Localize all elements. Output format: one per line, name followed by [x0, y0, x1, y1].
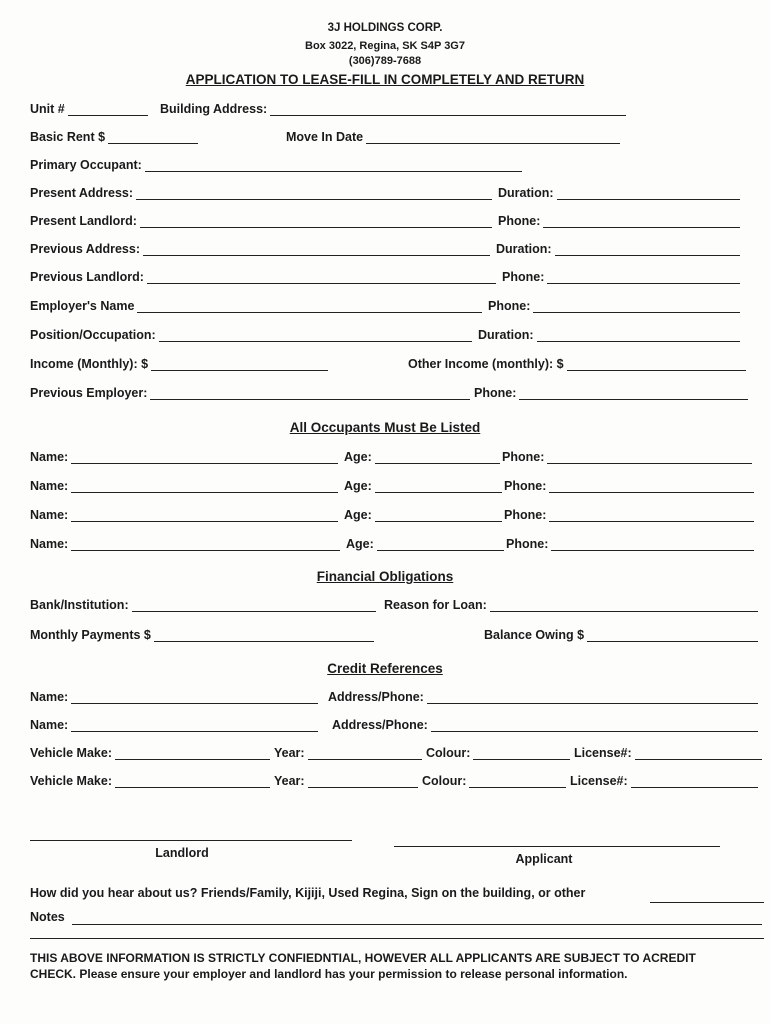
- occupant-row: [30, 479, 750, 497]
- row-employer: [30, 299, 750, 317]
- credit-name-field[interactable]: Name:: [30, 718, 318, 732]
- vehicle-make-field[interactable]: Vehicle Make:: [30, 774, 270, 788]
- vehicle-year-field[interactable]: Year:: [274, 746, 422, 760]
- previous-landlord-field[interactable]: Previous Landlord:: [30, 270, 496, 284]
- company-name: 3J HOLDINGS CORP.: [327, 22, 443, 34]
- landlord-signature-line[interactable]: [30, 840, 352, 841]
- row-payments: [30, 628, 750, 646]
- occupant-age-field[interactable]: Age:: [344, 508, 502, 522]
- row-position: [30, 328, 750, 346]
- previous-duration-field[interactable]: Duration:: [496, 242, 740, 256]
- section-credit: Credit References: [327, 661, 443, 676]
- present-duration-field[interactable]: Duration:: [498, 186, 740, 200]
- landlord-label: Landlord: [155, 846, 209, 860]
- present-address-field[interactable]: Present Address:: [30, 186, 492, 200]
- position-duration-field[interactable]: Duration:: [478, 328, 740, 342]
- basic-rent-field[interactable]: Basic Rent $: [30, 130, 198, 144]
- primary-occupant-field[interactable]: Primary Occupant:: [30, 158, 522, 172]
- occupant-row: [30, 450, 750, 468]
- move-in-date-field[interactable]: Move In Date: [286, 130, 620, 144]
- vehicle-year-field[interactable]: Year:: [274, 774, 418, 788]
- row-unit: [30, 102, 750, 120]
- monthly-payments-field[interactable]: Monthly Payments $: [30, 628, 374, 642]
- occupant-row: [30, 537, 750, 555]
- section-occupants: All Occupants Must Be Listed: [289, 420, 481, 435]
- balance-owing-field[interactable]: Balance Owing $: [484, 628, 758, 642]
- row-present-address: [30, 186, 750, 204]
- income-field[interactable]: Income (Monthly): $: [30, 357, 328, 371]
- occupant-age-field[interactable]: Age:: [344, 450, 500, 464]
- vehicle-license-field[interactable]: License#:: [570, 774, 758, 788]
- present-landlord-field[interactable]: Present Landlord:: [30, 214, 492, 228]
- employer-phone-field[interactable]: Phone:: [488, 299, 740, 313]
- how-heard-field[interactable]: [650, 890, 764, 903]
- vehicle-row: [30, 774, 750, 792]
- applicant-label: Applicant: [515, 852, 573, 866]
- unit-field[interactable]: Unit #: [30, 102, 148, 116]
- row-bank: [30, 598, 750, 616]
- occupant-name-field[interactable]: Name:: [30, 508, 338, 522]
- previous-employer-phone-field[interactable]: Phone:: [474, 386, 748, 400]
- occupant-phone-field[interactable]: Phone:: [506, 537, 754, 551]
- confidentiality-bold: THIS ABOVE INFORMATION IS STRICTLY CONFIEDNTIAL, HOWEVER ALL APPLICANTS ARE SUBJECT TO ACREDIT CHECK.: [30, 951, 696, 981]
- bank-field[interactable]: Bank/Institution:: [30, 598, 376, 612]
- credit-row: [30, 718, 750, 736]
- occupant-name-field[interactable]: Name:: [30, 537, 340, 551]
- vehicle-colour-field[interactable]: Colour:: [426, 746, 570, 760]
- occupant-name-field[interactable]: Name:: [30, 479, 338, 493]
- row-primary-occupant: [30, 158, 750, 176]
- confidentiality-notice: [30, 950, 730, 982]
- notes-line-2[interactable]: [30, 926, 764, 939]
- credit-row: [30, 690, 750, 708]
- company-phone: (306)789-7688: [348, 55, 422, 67]
- row-present-landlord: [30, 214, 750, 232]
- employer-name-field[interactable]: Employer's Name: [30, 299, 482, 313]
- vehicle-make-field[interactable]: Vehicle Make:: [30, 746, 270, 760]
- other-income-field[interactable]: Other Income (monthly): $: [408, 357, 746, 371]
- building-address-field[interactable]: Building Address:: [160, 102, 626, 116]
- row-previous-employer: [30, 386, 750, 404]
- row-previous-landlord: [30, 270, 750, 288]
- credit-name-field[interactable]: Name:: [30, 690, 318, 704]
- applicant-signature-line[interactable]: [394, 846, 720, 847]
- row-rent: [30, 130, 750, 148]
- confidentiality-text: Please ensure your employer and landlord has your permission to release personal information.: [76, 967, 628, 981]
- vehicle-colour-field[interactable]: Colour:: [422, 774, 566, 788]
- credit-address-phone-field[interactable]: Address/Phone:: [328, 690, 758, 704]
- notes-label: Notes: [30, 910, 65, 924]
- vehicle-row: [30, 746, 750, 764]
- notes-field[interactable]: [72, 912, 762, 925]
- credit-address-phone-field[interactable]: Address/Phone:: [332, 718, 758, 732]
- form-title: APPLICATION TO LEASE-FILL IN COMPLETELY AND RETURN: [185, 72, 585, 87]
- previous-employer-field[interactable]: Previous Employer:: [30, 386, 470, 400]
- row-income: [30, 357, 750, 375]
- occupant-phone-field[interactable]: Phone:: [504, 508, 754, 522]
- occupant-phone-field[interactable]: Phone:: [504, 479, 754, 493]
- occupant-name-field[interactable]: Name:: [30, 450, 338, 464]
- section-financial: Financial Obligations: [316, 569, 454, 584]
- occupant-age-field[interactable]: Age:: [346, 537, 504, 551]
- occupant-row: [30, 508, 750, 526]
- reason-for-loan-field[interactable]: Reason for Loan:: [384, 598, 758, 612]
- vehicle-license-field[interactable]: License#:: [574, 746, 762, 760]
- row-previous-address: [30, 242, 750, 260]
- how-heard-label: How did you hear about us? Friends/Family, Kijiji, Used Regina, Sign on the building, or other: [30, 886, 586, 900]
- occupant-age-field[interactable]: Age:: [344, 479, 502, 493]
- present-landlord-phone-field[interactable]: Phone:: [498, 214, 740, 228]
- previous-landlord-phone-field[interactable]: Phone:: [502, 270, 740, 284]
- occupant-phone-field[interactable]: Phone:: [502, 450, 752, 464]
- company-address: Box 3022, Regina, SK S4P 3G7: [305, 40, 465, 52]
- previous-address-field[interactable]: Previous Address:: [30, 242, 490, 256]
- position-field[interactable]: Position/Occupation:: [30, 328, 472, 342]
